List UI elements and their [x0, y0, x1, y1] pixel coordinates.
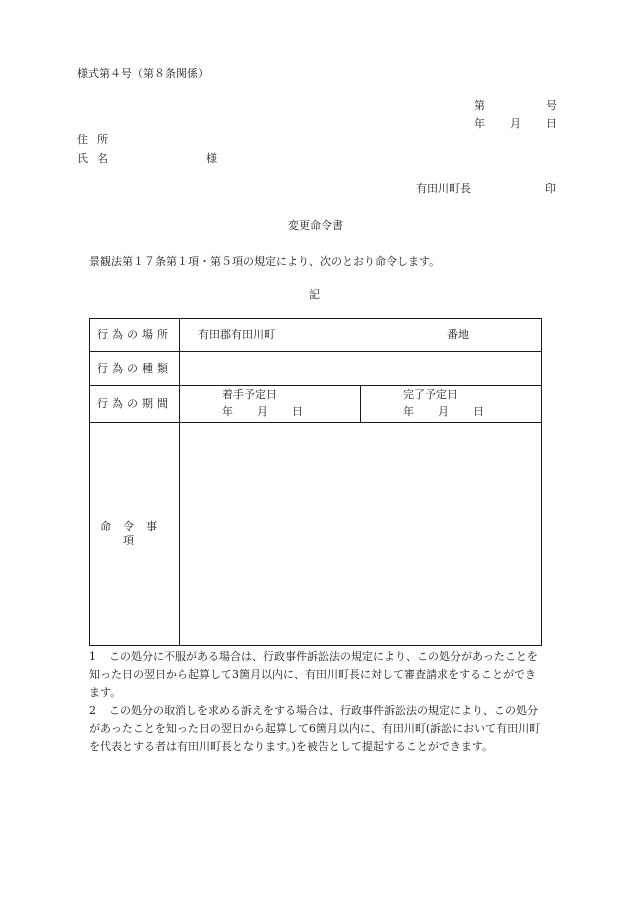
matter-label: 命令事項: [90, 423, 180, 646]
note-text: この処分の取消しを求める訴えをする場合は、行政事件訴訟法の規定により、この処分があったことを知った日の翌日から起算して6箇月以内に、有田川町(訴訟において有田川町を代表とする者は有田川町長となります。)を被告として提起することができます。: [89, 704, 541, 753]
document-number-suffix: 号: [546, 99, 557, 112]
date-month-label: 月: [510, 117, 521, 130]
ki-heading: 記: [309, 288, 320, 301]
note-text: この処分に不服がある場合は、行政事件訴訟法の規定により、この処分があったことを知った日の翌日から起算して3箇月以内に、有田川町長に対して審査請求をすることができます。: [89, 650, 538, 699]
name-label: 氏名: [77, 152, 117, 165]
start-caption: 着手予定日: [222, 388, 277, 401]
note-item: [89, 702, 541, 756]
place-cell: [180, 319, 542, 352]
start-day: 日: [292, 405, 303, 418]
period-cell: [180, 386, 542, 423]
order-table: [89, 318, 542, 646]
notes: [89, 648, 541, 756]
place-label: 行為の場所: [90, 319, 180, 352]
end-month: 月: [438, 405, 449, 418]
note-item: [89, 648, 541, 702]
table-row-period: [90, 386, 542, 423]
place-value: 有田郡有田川町: [198, 328, 275, 341]
table-row-matter: [90, 423, 542, 646]
matter-value-cell: [180, 423, 542, 646]
seal-mark: 印: [545, 182, 556, 195]
kind-value-cell: [180, 352, 542, 386]
period-label: 行為の期間: [90, 386, 180, 423]
kind-label: 行為の種類: [90, 352, 180, 386]
end-date: [403, 405, 484, 419]
honorific: 様: [206, 152, 217, 165]
document-number-prefix: 第: [474, 99, 485, 112]
note-number: 2: [89, 704, 96, 717]
end-caption: 完了予定日: [403, 388, 458, 401]
date-day-label: 日: [546, 117, 557, 130]
table-row-kind: [90, 352, 542, 386]
start-date: [222, 405, 303, 419]
table-row-place: [90, 319, 542, 352]
start-date-block: [180, 386, 361, 422]
address-label: 住所: [77, 133, 117, 146]
start-year: 年: [222, 405, 233, 418]
place-suffix: 番地: [447, 328, 469, 341]
end-date-block: [361, 386, 541, 422]
note-number: 1: [89, 650, 96, 663]
start-month: 月: [257, 405, 268, 418]
document-title: 変更命令書: [288, 219, 343, 232]
form-number: 様式第４号（第８条関係）: [77, 67, 209, 80]
end-day: 日: [473, 405, 484, 418]
end-year: 年: [403, 405, 414, 418]
body-text: 景観法第１７条第１項・第５項の規定により、次のとおり命令します。: [89, 255, 441, 268]
date-year-label: 年: [474, 117, 485, 130]
issuer-title: 有田川町長: [416, 182, 471, 195]
